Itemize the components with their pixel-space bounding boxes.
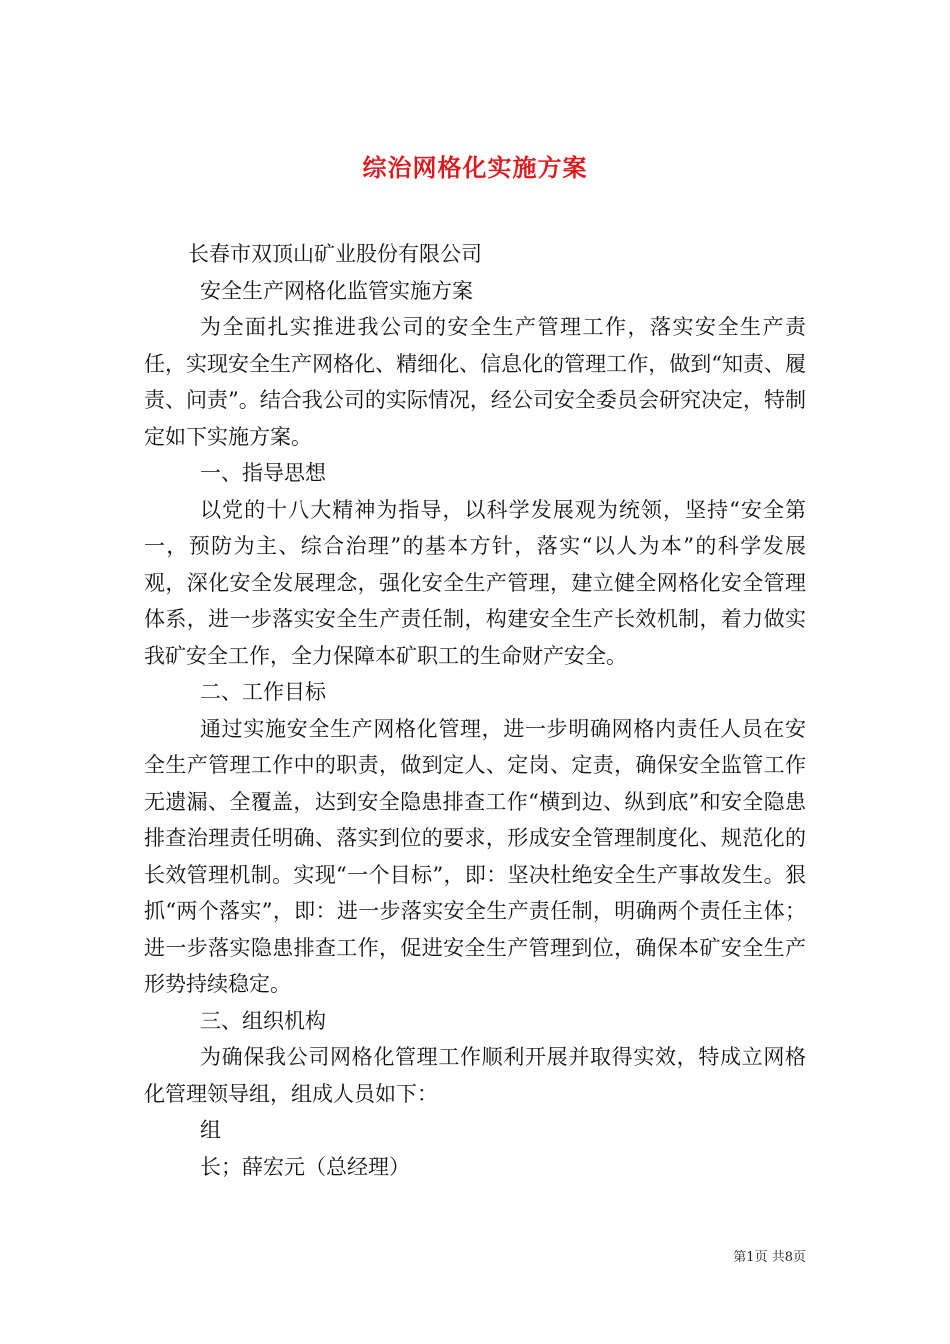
- intro-paragraph: 为全面扎实推进我公司的安全生产管理工作，落实安全生产责任，实现安全生产网格化、精细化、信息化的管理工作，做到“知责、履责、问责”。结合我公司的实际情况，经公司安全委员会研究决定，特制定如下实施方案。: [144, 315, 806, 449]
- page-title: 综治网格化实施方案: [362, 153, 588, 183]
- company-name: 长春市双顶山矿业股份有限公司: [188, 242, 482, 266]
- organization-paragraph: 为确保我公司网格化管理工作顺利开展并取得实效，特成立网格化管理领导组，组成人员如下：: [144, 1045, 806, 1106]
- page-footer: [733, 1246, 806, 1265]
- guiding-ideology-paragraph: 以党的十八大精神为指导，以科学发展观为统领，坚持“安全第一，预防为主、综合治理”的基本方针，落实“以人为本”的科学发展观，深化安全发展理念，强化安全生产管理，建立健全网格化安全管理体系，进一步落实安全生产责任制，构建安全生产长效机制，着力做实我矿安全工作，全力保障本矿职工的生命财产安全。: [144, 497, 806, 668]
- document-body: [144, 236, 806, 1185]
- group-leader-line: 长；薛宏元（总经理）: [200, 1154, 410, 1179]
- footer-prefix: 第: [733, 1250, 747, 1265]
- footer-current-page: 1: [746, 1250, 755, 1265]
- group-label: 组: [200, 1118, 221, 1142]
- section-heading-guiding-ideology: 一、指导思想: [200, 461, 326, 485]
- footer-middle: 页 共: [754, 1250, 785, 1265]
- footer-suffix: 页: [792, 1250, 806, 1265]
- footer-total-pages: 8: [784, 1250, 793, 1265]
- work-goals-paragraph: 通过实施安全生产网格化管理，进一步明确网格内责任人员在安全生产管理工作中的职责，做到定人、定岗、定责，确保安全监管工作无遗漏、全覆盖，达到安全隐患排查工作“横到边、纵到底”和安全隐患排查治理责任明确、落实到位的要求，形成安全管理制度化、规范化的长效管理机制。实现“一个目标”，即：坚决杜绝安全生产事故发生。狠抓“两个落实”，即：进一步落实安全生产责任制，明确两个责任主体；进一步落实隐患排查工作，促进安全生产管理到位，确保本矿安全生产形势持续稳定。: [144, 716, 806, 996]
- document-subtitle: 安全生产网格化监管实施方案: [200, 278, 473, 303]
- section-heading-work-goals: 二、工作目标: [200, 680, 326, 704]
- section-heading-organization: 三、组织机构: [200, 1008, 326, 1033]
